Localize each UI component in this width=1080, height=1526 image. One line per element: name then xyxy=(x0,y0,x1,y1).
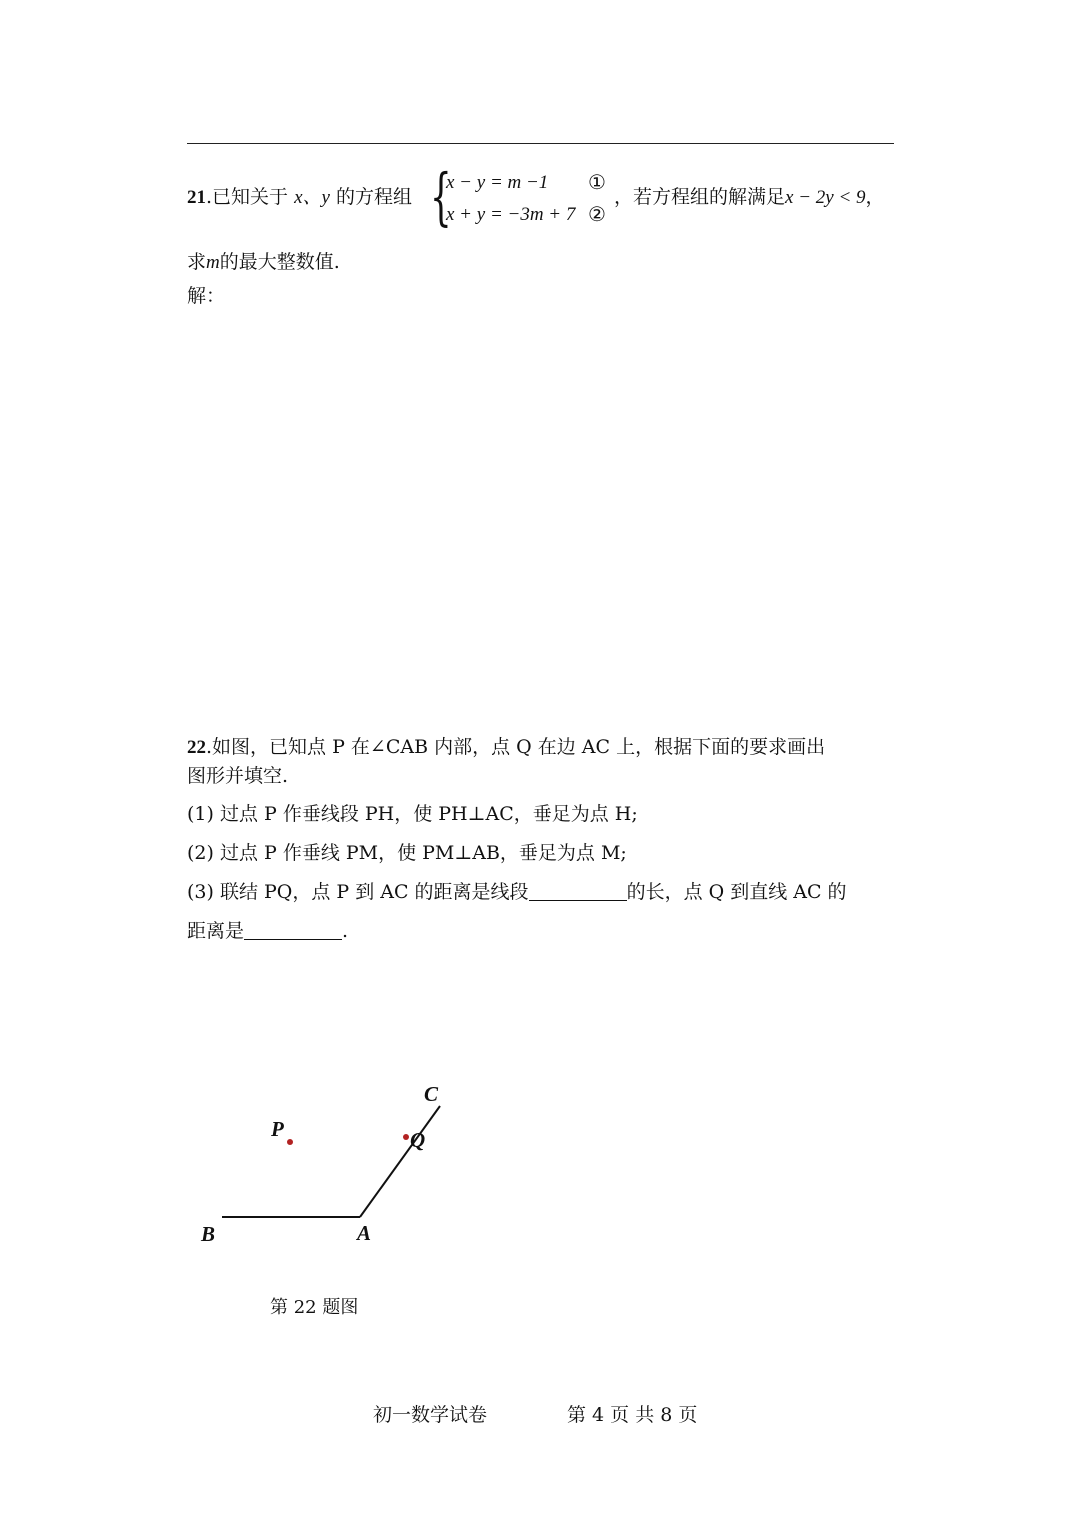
q21-answer-label: 解： xyxy=(187,285,226,307)
q21-cond-suffix: ， xyxy=(865,186,885,208)
equation-brace: { xyxy=(430,160,452,233)
q21-vars: x、y xyxy=(294,187,330,208)
q21-ask-var: m xyxy=(206,252,220,273)
q21-equation-2: x + y = −3m + 7 xyxy=(446,204,576,225)
q22-item3-d: . xyxy=(342,920,349,942)
q22-item3-a: (3) 联结 PQ，点 P 到 AC 的距离是线段 xyxy=(187,881,529,903)
q22-line1-text: .如图，已知点 P 在∠CAB 内部，点 Q 在边 AC 上，根据下面的要求画出 xyxy=(206,736,826,758)
q21-intro-text: .已知关于 xyxy=(206,186,289,208)
point-q xyxy=(403,1134,409,1140)
q21-cond: x − 2y < 9 xyxy=(785,187,866,208)
q21-intro-text2: 的方程组 xyxy=(336,186,413,208)
q21-number: 21 xyxy=(187,187,206,208)
segment-ac xyxy=(360,1106,440,1217)
q21-cond-prefix: ，若方程组的解满足 xyxy=(614,186,786,208)
footer-page-info: 第 4 页 共 8 页 xyxy=(567,1404,698,1426)
label-b: B xyxy=(201,1222,216,1246)
q21-equation-1-mark: ① xyxy=(588,170,606,194)
label-c: C xyxy=(424,1082,439,1106)
point-p xyxy=(287,1139,293,1145)
q21-equation-1: x − y = m −1 xyxy=(446,172,549,193)
q21-equation-2-mark: ② xyxy=(588,202,606,226)
q22-item3-c: 距离是 xyxy=(187,920,245,942)
q22-number: 22 xyxy=(187,737,206,758)
q21-ask-suffix: 的最大整数值. xyxy=(219,251,340,273)
label-p: P xyxy=(271,1117,284,1141)
q22-item2: (2) 过点 P 作垂线 PM，使 PM⊥AB，垂足为点 M; xyxy=(187,842,627,864)
label-a: A xyxy=(357,1221,372,1245)
q22-line2: 图形并填空. xyxy=(187,765,289,787)
label-q: Q xyxy=(410,1128,426,1152)
q22-item3-b: 的长，点 Q 到直线 AC 的 xyxy=(626,881,847,903)
figure-caption: 第 22 题图 xyxy=(270,1297,359,1318)
footer-exam-title: 初一数学试卷 xyxy=(373,1404,488,1426)
q22-item1: (1) 过点 P 作垂线段 PH，使 PH⊥AC，垂足为点 H; xyxy=(187,803,638,825)
q21-ask-prefix: 求 xyxy=(187,251,207,273)
